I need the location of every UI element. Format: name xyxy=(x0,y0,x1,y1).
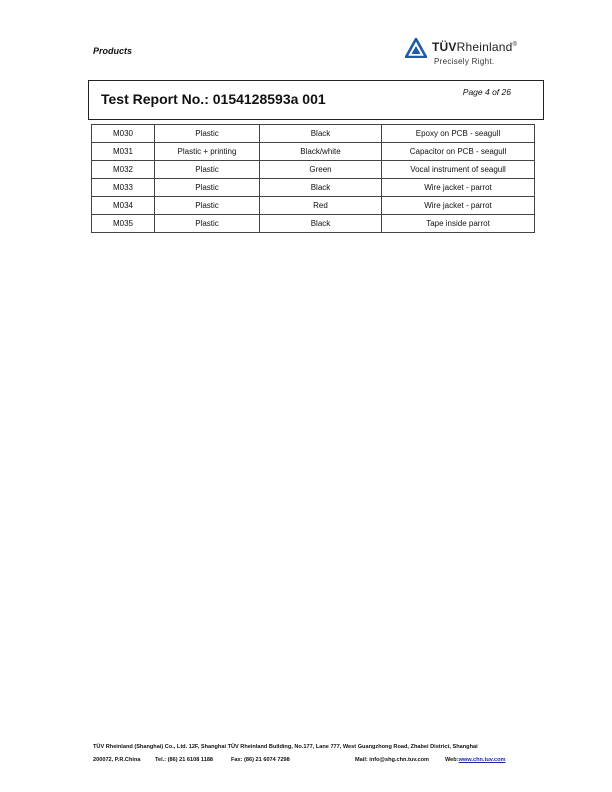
footer-postcode: 200072, P.R.China xyxy=(93,756,141,763)
description-cell: Capacitor on PCB - seagull xyxy=(382,143,535,161)
section-label: Products xyxy=(93,46,133,56)
table-row xyxy=(92,197,535,215)
color-cell: Black xyxy=(260,215,382,233)
description-cell: Wire jacket - parrot xyxy=(382,179,535,197)
part-id-cell: M031 xyxy=(92,143,155,161)
table-row xyxy=(92,179,535,197)
material-cell: Plastic xyxy=(155,179,260,197)
report-header-box xyxy=(88,80,544,120)
footer-fax: Fax: (86) 21 6074 7298 xyxy=(231,756,290,763)
table-row xyxy=(92,161,535,179)
footer xyxy=(93,745,523,766)
material-cell: Plastic xyxy=(155,215,260,233)
material-cell: Plastic xyxy=(155,125,260,143)
part-id-cell: M035 xyxy=(92,215,155,233)
description-cell: Epoxy on PCB - seagull xyxy=(382,125,535,143)
color-cell: Black/white xyxy=(260,143,382,161)
part-id-cell: M033 xyxy=(92,179,155,197)
report-title: Test Report No.: 0154128593a 001 xyxy=(101,91,326,107)
footer-mail: Mail: info@shg.chn.tuv.com xyxy=(355,756,430,763)
footer-web-label: Web: xyxy=(445,756,459,763)
part-id-cell: M034 xyxy=(92,197,155,215)
color-cell: Green xyxy=(260,161,382,179)
material-cell: Plastic + printing xyxy=(155,143,260,161)
color-cell: Red xyxy=(260,197,382,215)
tuv-rheinland-logo xyxy=(405,36,535,70)
table-row xyxy=(92,215,535,233)
material-cell: Plastic xyxy=(155,161,260,179)
material-cell: Plastic xyxy=(155,197,260,215)
part-id-cell: M032 xyxy=(92,161,155,179)
parts-table xyxy=(91,124,535,233)
description-cell: Wire jacket - parrot xyxy=(382,197,535,215)
logo-tagline: Precisely Right. xyxy=(434,57,495,66)
description-cell: Vocal instrument of seagull xyxy=(382,161,535,179)
color-cell: Black xyxy=(260,125,382,143)
footer-web xyxy=(445,758,506,764)
footer-contact-line xyxy=(93,758,523,766)
logo-wordmark: TÜVRheinland® xyxy=(432,40,518,54)
footer-web-link[interactable]: www.chn.tuv.com xyxy=(458,756,506,763)
table-row xyxy=(92,143,535,161)
tuv-triangle-icon xyxy=(405,38,427,58)
page-number: Page 4 of 26 xyxy=(462,87,511,97)
footer-tel: Tel.: (86) 21 6108 1188 xyxy=(155,756,214,763)
part-id-cell: M030 xyxy=(92,125,155,143)
footer-address: TÜV Rheinland (Shanghai) Co., Ltd. 12F, Shanghai TÜV Rheinland Building, No.177, Lane 777, West Guangzhong Road, Zhabei District, Shanghai xyxy=(93,744,478,750)
color-cell: Black xyxy=(260,179,382,197)
table-row xyxy=(92,125,535,143)
description-cell: Tape inside parrot xyxy=(382,215,535,233)
